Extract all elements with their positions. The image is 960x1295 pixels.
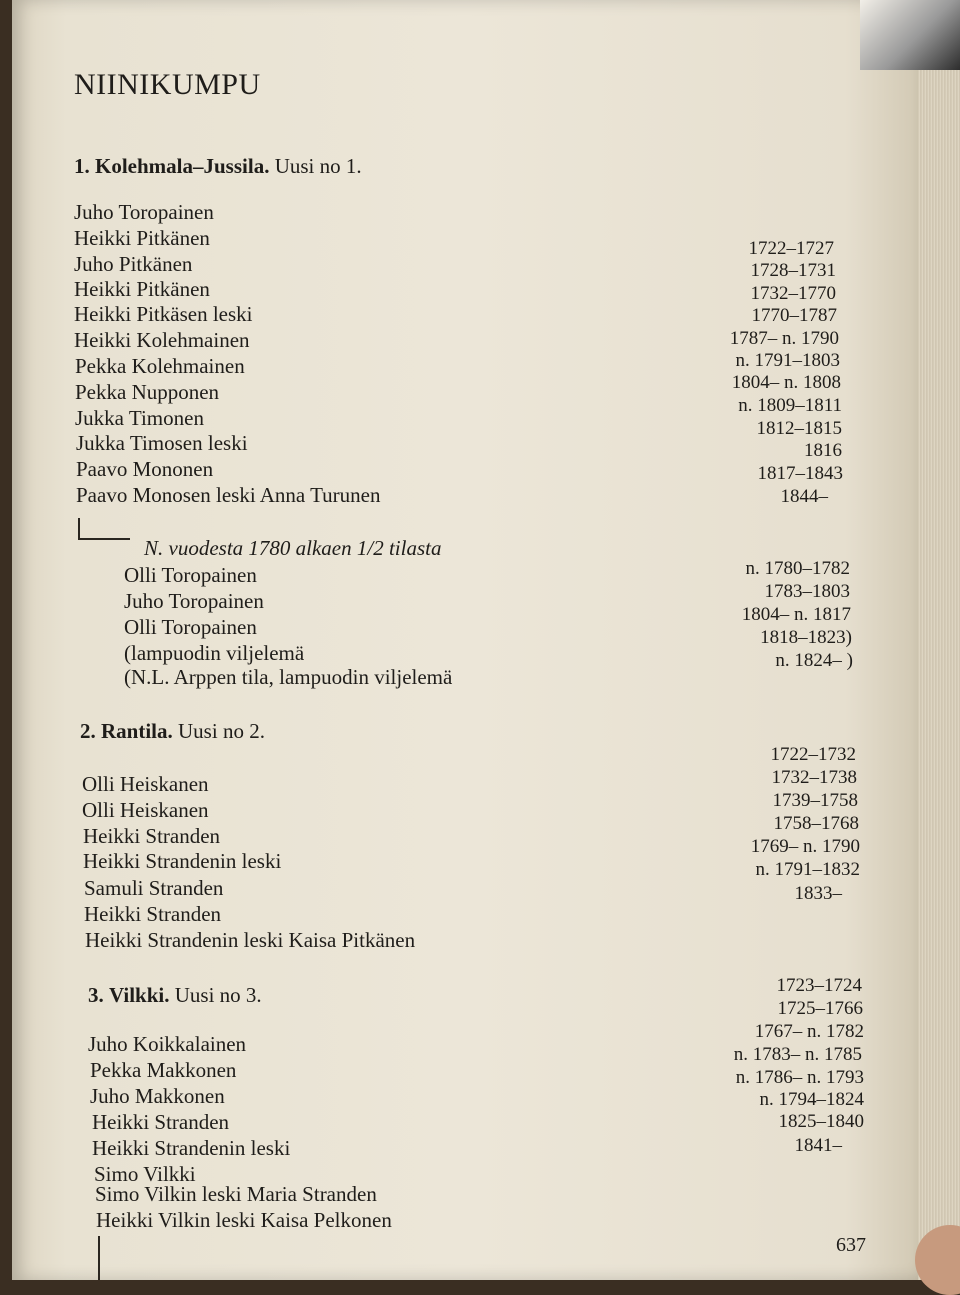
list-item-name: Heikki Stranden: [83, 824, 221, 848]
section-suffix: Uusi no 2.: [178, 719, 265, 743]
list-item-date: 1817–1843: [757, 463, 843, 484]
list-item-date: 1787– n. 1790: [729, 328, 839, 349]
list-item-date: 1816: [804, 440, 842, 461]
list-item-date: n. 1794–1824: [759, 1089, 864, 1110]
list-item-name: Juho Toropainen: [124, 589, 264, 613]
list-item-date: 1723–1724: [776, 975, 862, 996]
list-item-date: 1722–1727: [748, 238, 834, 259]
list-item-date: 1767– n. 1782: [754, 1021, 864, 1042]
sub-heading: N. vuodesta 1780 alkaen 1/2 tilasta: [144, 536, 442, 560]
list-item-name: Heikki Strandenin leski Kaisa Pitkänen: [85, 928, 416, 952]
section-name: Vilkki.: [109, 983, 170, 1007]
list-item-date: n. 1824– ): [775, 650, 853, 671]
list-item-date: 1732–1770: [750, 283, 836, 304]
list-item-name: Heikki Pitkänen: [74, 277, 210, 301]
list-item-date: 1812–1815: [756, 418, 842, 439]
list-item-name: Olli Heiskanen: [82, 798, 209, 822]
list-item-name: Paavo Monosen leski Anna Turunen: [76, 483, 381, 507]
list-item-name: Heikki Pitkäsen leski: [74, 302, 253, 326]
list-item-date: 1770–1787: [751, 305, 837, 326]
list-item-name: (lampuodin viljelemä: [124, 641, 305, 665]
section-heading-1: [74, 154, 362, 179]
bracket-line: [98, 1236, 100, 1280]
section-name: Kolehmala–Jussila.: [95, 154, 270, 178]
list-item-date: 1728–1731: [750, 260, 836, 281]
list-item-name: Paavo Mononen: [76, 457, 214, 481]
list-item-date: 1804– n. 1817: [741, 604, 851, 625]
list-item-name: Pekka Kolehmainen: [75, 354, 245, 378]
list-item-name: Heikki Kolehmainen: [74, 328, 250, 352]
list-item-date: 1833–: [794, 883, 842, 904]
list-item-date: n. 1791–1803: [735, 350, 840, 371]
list-item-date: 1844–: [780, 486, 828, 507]
list-item-name: Juho Toropainen: [74, 200, 214, 224]
section-number: 1.: [74, 154, 90, 178]
list-item-name: Heikki Stranden: [84, 902, 222, 926]
list-item-name: Pekka Nupponen: [75, 380, 220, 404]
section-number: 2.: [80, 719, 96, 743]
list-item-name: Heikki Stranden: [92, 1110, 230, 1134]
list-item-name: Pekka Makkonen: [90, 1058, 237, 1082]
list-item-name: Juho Koikkalainen: [88, 1032, 247, 1056]
list-item-name: Simo Vilkin leski Maria Stranden: [95, 1182, 377, 1206]
section-heading-2: [80, 719, 265, 744]
list-item-name: Olli Toropainen: [124, 615, 257, 639]
list-item-name: Heikki Strandenin leski: [83, 849, 282, 873]
list-item-date: 1722–1732: [770, 744, 856, 765]
list-item-name: Simo Vilkki: [94, 1162, 196, 1186]
list-item-date: n. 1780–1782: [745, 558, 850, 579]
section-heading-3: [88, 983, 262, 1008]
list-item-date: 1818–1823): [760, 627, 852, 648]
list-item-date: n. 1791–1832: [755, 859, 860, 880]
list-item-name: (N.L. Arppen tila, lampuodin viljelemä: [124, 665, 453, 689]
bracket-line: [78, 538, 130, 540]
list-item-date: n. 1809–1811: [738, 395, 842, 416]
section-suffix: Uusi no 1.: [274, 154, 362, 178]
list-item-name: Heikki Strandenin leski: [92, 1136, 291, 1160]
page-title: NIINIKUMPU: [74, 68, 261, 101]
list-item-name: Heikki Pitkänen: [74, 226, 210, 250]
section-suffix: Uusi no 3.: [174, 983, 262, 1007]
list-item-name: Samuli Stranden: [84, 876, 224, 900]
section-name: Rantila.: [101, 719, 173, 743]
list-item-date: 1758–1768: [773, 813, 859, 834]
list-item-date: 1732–1738: [771, 767, 857, 788]
background-corner: [860, 0, 960, 70]
list-item-name: Juho Pitkänen: [74, 252, 193, 276]
list-item-name: Olli Heiskanen: [82, 772, 209, 796]
list-item-date: 1739–1758: [772, 790, 858, 811]
list-item-date: 1825–1840: [778, 1111, 864, 1132]
page-number: 637: [836, 1234, 866, 1256]
list-item-name: Olli Toropainen: [124, 563, 257, 587]
list-item-date: 1725–1766: [777, 998, 863, 1019]
list-item-date: n. 1783– n. 1785: [733, 1044, 862, 1065]
bracket-line: [78, 518, 80, 540]
section-number: 3.: [88, 983, 104, 1007]
list-item-date: 1841–: [794, 1135, 842, 1156]
list-item-name: Jukka Timonen: [75, 406, 204, 430]
list-item-date: 1769– n. 1790: [750, 836, 860, 857]
page-edges: [918, 60, 960, 1280]
list-item-date: n. 1786– n. 1793: [735, 1067, 864, 1088]
list-item-name: Juho Makkonen: [90, 1084, 225, 1108]
list-item-date: 1783–1803: [764, 581, 850, 602]
list-item-date: 1804– n. 1808: [731, 372, 841, 393]
list-item-name: Heikki Vilkin leski Kaisa Pelkonen: [96, 1208, 392, 1232]
list-item-name: Jukka Timosen leski: [76, 431, 248, 455]
